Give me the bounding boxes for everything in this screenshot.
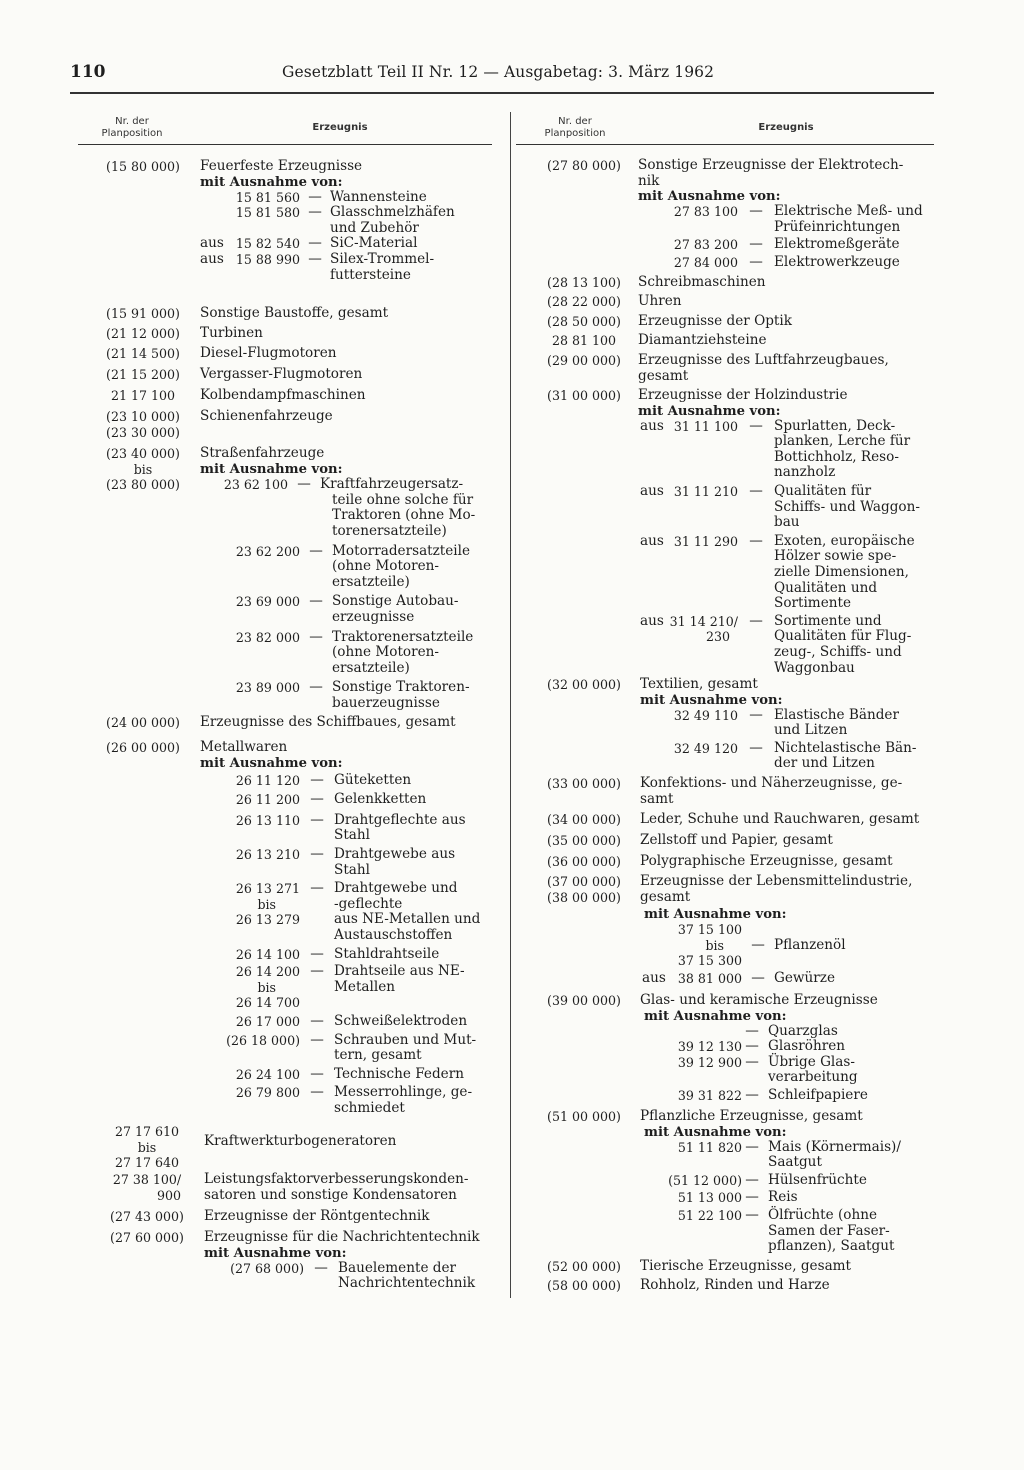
- sub-desc: Technische Federn: [334, 1065, 464, 1082]
- sub-desc-cont: Saatgut: [768, 1154, 822, 1171]
- sub-desc-cont: teile ohne solche für: [332, 491, 474, 508]
- sub-desc: Schrauben und Mut-: [334, 1031, 477, 1048]
- sub-desc-cont: Metallen: [334, 978, 396, 995]
- entry-21-17-100: [98, 388, 498, 404]
- entry-code: (29 00 000): [547, 353, 621, 368]
- entry-desc-cont: nik: [638, 172, 660, 189]
- entry-code: (21 15 200): [106, 367, 180, 382]
- sub-code: 15 81 580: [235, 205, 300, 221]
- entry-code: 21 17 100: [110, 388, 176, 403]
- entry-23-10-000: [98, 409, 498, 440]
- exception-label: mit Ausnahme von:: [640, 692, 783, 708]
- entry-27-38-100: [98, 1172, 498, 1203]
- sub-desc: Elektrowerkzeuge: [774, 253, 900, 270]
- entry-21-14-500: [98, 346, 498, 362]
- entry-37-00-000: (37 00 000) Erzeugnisse der Lebensmittelindustrie, (38 00 000) gesamt mit Ausnahme von: 37 15 100 bis — Pflanzenöl 37 15 300 aus 38 81 000 — Gewürze: [540, 874, 940, 987]
- sub-desc: Elektromeßgeräte: [774, 236, 900, 253]
- entry-39-00-000: (39 00 000) Glas- und keramische Erzeugnisse mit Ausnahme von: — Quarzglas 39 12 130 — Glasröhren 39 12 900 — Übrige Glas- verarbeitung 39 31 822 — Schleifpapiere: [540, 993, 940, 1104]
- aus-label: aus: [640, 417, 664, 434]
- entry-code: 900: [156, 1187, 182, 1203]
- sub-desc: Drahtseile aus NE-: [334, 963, 465, 980]
- left-col-header-product: Erzeugnis: [312, 122, 368, 133]
- sub-desc-cont: (ohne Motoren-: [332, 558, 440, 575]
- page-title: Gesetzblatt Teil II Nr. 12 — Ausgabetag: 3. März 1962: [282, 63, 715, 81]
- sub-code: 31 14 210/: [669, 613, 738, 629]
- sub-code: 26 13 210: [235, 846, 300, 862]
- entry-code: (34 00 000): [547, 812, 621, 827]
- entry-21-12-000: [98, 326, 498, 342]
- sub-code: (27 68 000): [230, 1260, 304, 1276]
- entry-desc: Metallwaren: [200, 739, 288, 755]
- sub-code: 27 83 200: [673, 237, 738, 253]
- entry-code: (27 43 000): [110, 1209, 184, 1224]
- sub-code: 23 62 100: [223, 477, 288, 493]
- exception-label: mit Ausnahme von:: [644, 907, 787, 923]
- entry-code: (23 30 000): [106, 424, 180, 440]
- sub-code: 26 11 120: [235, 772, 300, 788]
- sub-code: 27 83 100: [673, 204, 738, 220]
- right-col-header-position: [518, 116, 632, 140]
- sub-desc: Schleifpapiere: [768, 1086, 868, 1103]
- sub-desc: Gewürze: [774, 969, 835, 986]
- entry-code: (38 00 000): [547, 889, 621, 905]
- entry-code: (24 00 000): [106, 715, 180, 730]
- aus-label: aus: [640, 612, 664, 629]
- entry-28-13-100: [540, 275, 940, 291]
- exception-label: mit Ausnahme von:: [204, 1245, 347, 1261]
- entry-code: (58 00 000): [547, 1278, 621, 1293]
- sub-code: 23 89 000: [235, 680, 300, 696]
- entry-desc: Straßenfahrzeuge: [200, 445, 325, 461]
- exception-label: mit Ausnahme von:: [200, 174, 343, 190]
- sub-code: 31 11 290: [673, 533, 738, 549]
- entry-desc: Erzeugnisse der Optik: [638, 313, 792, 329]
- aus-label: aus: [640, 482, 664, 499]
- sub-desc-cont: zeug-, Schiffs- und: [774, 643, 902, 660]
- exception-label: mit Ausnahme von:: [200, 755, 343, 771]
- entry-desc: Erzeugnisse der Lebensmittelindustrie,: [640, 873, 913, 889]
- sub-desc: Drahtgeflechte aus: [334, 811, 466, 828]
- entry-code: 27 17 640: [114, 1155, 180, 1171]
- entry-desc: Erzeugnisse des Luftfahrzeugbaues,: [638, 352, 889, 368]
- sub-desc-cont: Traktoren (ohne Mo-: [332, 507, 476, 524]
- sub-desc-cont: verarbeitung: [768, 1069, 858, 1086]
- sub-code: 15 81 560: [235, 189, 300, 205]
- sub-code: 39 12 130: [677, 1039, 742, 1055]
- entry-code: (15 91 000): [106, 306, 180, 321]
- entry-code: (32 00 000): [547, 677, 621, 692]
- entry-desc: Tierische Erzeugnisse, gesamt: [640, 1258, 852, 1274]
- entry-21-15-200: [98, 367, 498, 383]
- sub-desc-cont: Bottichholz, Reso-: [774, 448, 899, 465]
- entry-36-00-000: [540, 854, 940, 870]
- entry-15-91-000: [98, 306, 498, 322]
- entry-code: (23 10 000): [106, 409, 180, 424]
- sub-code: 51 22 100: [677, 1207, 742, 1223]
- sub-code: 26 14 700: [235, 995, 300, 1011]
- aus-label: aus: [200, 235, 224, 252]
- sub-code: 37 15 100: [677, 922, 742, 938]
- sub-desc: Bauelemente der: [338, 1259, 457, 1276]
- aus-label: aus: [642, 969, 666, 986]
- entry-code: 27 38 100/: [112, 1172, 182, 1187]
- aus-label: aus: [640, 532, 664, 549]
- entry-code: (26 00 000): [106, 740, 180, 755]
- sub-code: 15 82 540: [235, 236, 300, 252]
- entry-code: (28 13 100): [547, 275, 621, 290]
- exception-label: mit Ausnahme von:: [200, 461, 343, 477]
- sub-desc-cont: schmiedet: [334, 1099, 405, 1116]
- sub-desc: Gelenkketten: [334, 791, 427, 808]
- entry-32-00-000: (32 00 000) Textilien, gesamt mit Ausnahme von: 32 49 110 — Elastische Bänder und Litzen 32 49 120 — Nichtelastische Bän- der und Litzen: [540, 677, 940, 772]
- entry-27-60-000: (27 60 000) Erzeugnisse für die Nachrichtentechnik mit Ausnahme von: (27 68 000) — Bauelemente der Nachrichtentechnik: [98, 1230, 498, 1292]
- entry-desc-cont: gesamt: [640, 888, 691, 905]
- sub-desc: Exoten, europäische: [774, 532, 915, 549]
- sub-code: (26 18 000): [226, 1032, 300, 1048]
- sub-desc: SiC-Material: [330, 235, 418, 252]
- entry-27-43-000: [98, 1209, 498, 1225]
- sub-code: 23 69 000: [235, 594, 300, 610]
- range-bis: bis: [137, 1139, 157, 1155]
- sub-desc-cont: der und Litzen: [774, 755, 875, 772]
- sub-desc-cont: (ohne Motoren-: [332, 644, 440, 661]
- entry-code: (35 00 000): [547, 833, 621, 848]
- sub-desc-cont: futtersteine: [330, 266, 411, 283]
- sub-desc: Spurlatten, Deck-: [774, 417, 896, 434]
- entry-code: (36 00 000): [547, 854, 621, 869]
- entry-27-17-610: [98, 1124, 498, 1171]
- sub-desc: Glasschmelzhäfen: [330, 204, 455, 221]
- col-label-nr: Nr. der: [115, 116, 149, 127]
- aus-label: aus: [200, 250, 224, 267]
- sub-desc-cont: Samen der Faser-: [768, 1222, 890, 1239]
- sub-code: 15 88 990: [235, 251, 300, 267]
- range-bis: bis: [133, 461, 153, 477]
- sub-desc: Nichtelastische Bän-: [774, 739, 917, 756]
- aus-label: [200, 190, 230, 206]
- sub-desc: Ölfrüchte (ohne: [768, 1206, 878, 1223]
- sub-desc: Sonstige Autobau-: [332, 593, 459, 610]
- sub-desc-cont: tern, gesamt: [334, 1047, 422, 1064]
- sub-desc-cont: Waggonbau: [774, 659, 855, 676]
- entry-28-22-000: [540, 294, 940, 310]
- sub-code: 26 13 271: [235, 881, 300, 897]
- sub-desc-cont: torenersatzteile): [332, 522, 447, 539]
- sub-code: 27 84 000: [673, 254, 738, 270]
- sub-desc: Pflanzenöl: [774, 936, 846, 953]
- entry-desc-cont: gesamt: [638, 367, 689, 384]
- entry-code: (23 40 000): [106, 446, 180, 461]
- range-bis: bis: [257, 979, 276, 995]
- exception-label: mit Ausnahme von:: [644, 1124, 787, 1140]
- sub-desc: Drahtgewebe und: [334, 880, 458, 897]
- sub-code: 39 31 822: [677, 1087, 742, 1103]
- sub-desc: Güteketten: [334, 771, 412, 788]
- sub-desc: Elastische Bänder: [774, 706, 899, 723]
- sub-desc-cont: Prüfeinrichtungen: [774, 218, 901, 235]
- entry-code: (52 00 000): [547, 1259, 621, 1274]
- sub-desc: Wannensteine: [330, 188, 427, 205]
- entry-15-80-000: (15 80 000) Feuerfeste Erzeugnisse mit Ausnahme von: 15 81 560 — Wannensteine 15 81 580 — Glasschmelzhäfen und Zubehör aus 15 82 540 — SiC-Material aus 15 88 990 — Silex-Trommel- futtersteine: [98, 159, 498, 283]
- right-col-header-rule: [516, 144, 934, 145]
- sub-code: 26 14 100: [235, 946, 300, 962]
- entry-desc: Rohholz, Rinden und Harze: [640, 1277, 830, 1293]
- aus-label: [642, 922, 672, 938]
- sub-desc-cont: ersatzteile): [332, 573, 410, 590]
- sub-code: 230: [705, 629, 730, 645]
- entry-34-00-000: [540, 812, 940, 828]
- entry-desc: Sonstige Baustoffe, gesamt: [200, 305, 389, 321]
- sub-code: 26 11 200: [235, 792, 300, 808]
- page-number: 110: [70, 62, 106, 82]
- sub-desc-cont: Stahl: [334, 861, 370, 878]
- sub-code: 23 82 000: [235, 629, 300, 645]
- sub-code: 26 79 800: [235, 1085, 300, 1101]
- aus-label: [200, 205, 230, 221]
- col-label-planposition: Planposition: [101, 128, 163, 139]
- entry-code: (21 12 000): [106, 326, 180, 341]
- entry-desc: Erzeugnisse für die Nachrichtentechnik: [204, 1229, 480, 1245]
- entry-33-00-000: [540, 776, 940, 807]
- sub-desc: Sortimente und: [774, 612, 882, 629]
- entry-code: (33 00 000): [547, 776, 621, 791]
- col-label-planposition: Planposition: [544, 128, 606, 139]
- sub-desc-cont: zielle Dimensionen,: [774, 563, 909, 580]
- sub-desc: Reis: [768, 1189, 798, 1206]
- sub-desc: Kraftfahrzeugersatz-: [320, 476, 464, 493]
- entry-desc: Pflanzliche Erzeugnisse, gesamt: [640, 1108, 863, 1124]
- entry-desc: Leistungsfaktorverbesserungskonden-: [204, 1171, 469, 1187]
- entry-desc: Erzeugnisse der Holzindustrie: [638, 387, 848, 403]
- sub-code: (51 12 000): [668, 1172, 742, 1188]
- entry-35-00-000: [540, 833, 940, 849]
- exception-label: mit Ausnahme von:: [638, 189, 781, 205]
- entry-code: (15 80 000): [106, 159, 180, 174]
- sub-desc: Messerrohlinge, ge-: [334, 1084, 473, 1101]
- entry-desc: Polygraphische Erzeugnisse, gesamt: [640, 853, 893, 869]
- entry-26-00-000: (26 00 000) Metallwaren mit Ausnahme von: 26 11 120 — Güteketten 26 11 200 — Gelenkketten 26 13 110 — Drahtgeflechte aus Stahl 26 13 210 — Drahtgewebe aus Stahl 26 13 271 — Drahtgewebe und bis -geflechte 26 13 279 aus NE-Metallen und Austauschstoffen 26 14 100 — Stahldrahtseile 26 14 200 — Drahtseile aus NE- bis Metallen 26 14 700 26 17 000 — Schweißelektroden (26 18 000) — Schrauben und Mut- tern, gesamt 26 24 100 — Technische Federn 26 79 800 — Messerrohlinge, ge- schmiedet: [98, 740, 498, 1116]
- sub-desc-cont: Schiffs- und Waggon-: [774, 498, 920, 515]
- sub-desc-cont: und Litzen: [774, 722, 848, 739]
- sub-desc: Elektrische Meß- und: [774, 203, 923, 220]
- entry-desc: Vergasser-Flugmotoren: [200, 366, 363, 382]
- sub-code: 51 11 820: [677, 1139, 742, 1155]
- entry-29-00-000: [540, 353, 940, 384]
- sub-code: [642, 1024, 742, 1040]
- sub-desc-cont: bau: [774, 514, 800, 531]
- sub-code: 32 49 120: [673, 740, 738, 756]
- sub-code: 39 12 900: [677, 1054, 742, 1070]
- sub-code: 26 17 000: [235, 1013, 300, 1029]
- sub-desc-cont: Qualitäten und: [774, 579, 878, 596]
- range-bis: bis: [257, 896, 276, 912]
- sub-desc: Sonstige Traktoren-: [332, 679, 470, 696]
- sub-desc-cont: bauerzeugnisse: [332, 694, 440, 711]
- sub-desc-cont: Nachrichtentechnik: [338, 1275, 476, 1292]
- entry-desc: Konfektions- und Näherzeugnisse, ge-: [640, 775, 903, 791]
- entry-desc: Leder, Schuhe und Rauchwaren, gesamt: [640, 811, 920, 827]
- left-col-header-rule: [78, 144, 492, 145]
- exception-label: mit Ausnahme von:: [638, 403, 781, 419]
- sub-desc-cont: pflanzen), Saatgut: [768, 1238, 895, 1255]
- col-label-nr: Nr. der: [558, 116, 592, 127]
- sub-code: 38 81 000: [677, 970, 742, 986]
- sub-desc-cont: nanzholz: [774, 464, 836, 481]
- sub-code: 31 11 210: [673, 483, 738, 499]
- sub-code: 37 15 300: [677, 953, 742, 969]
- entry-code: (28 50 000): [547, 314, 621, 329]
- entry-52-00-000: [540, 1259, 940, 1275]
- entry-code: (39 00 000): [547, 993, 621, 1008]
- sub-desc: Mais (Körnermais)/: [768, 1138, 901, 1155]
- entry-23-40-000: (23 40 000) Straßenfahrzeuge bis mit Ausnahme von: (23 80 000) 23 62 100 — Kraftfahrzeugersatz- teile ohne solche für Traktoren (ohne Mo- torenersatzteile) 23 62 200 — Motorradersatzteile (ohne Motoren- ersatzteile) 23 69 000 — Sonstige Autobau- erzeugnisse 23 82 000 — Traktorenersatzteile (ohne Motoren- ersatzteile) 23 89 000 — Sonstige Traktoren- bauerzeugnisse: [98, 446, 498, 712]
- entry-desc: Schreibmaschinen: [638, 274, 766, 290]
- sub-desc: Schweißelektroden: [334, 1012, 468, 1029]
- page-header: [70, 62, 934, 88]
- entry-desc: Schienenfahrzeuge: [200, 408, 333, 424]
- entry-28-50-000: [540, 314, 940, 330]
- entry-desc: Zellstoff und Papier, gesamt: [640, 832, 833, 848]
- entry-51-00-000: (51 00 000) Pflanzliche Erzeugnisse, gesamt mit Ausnahme von: 51 11 820 — Mais (Körnermais)/ Saatgut (51 12 000) — Hülsenfrüchte 51 13 000 — Reis 51 22 100 — Ölfrüchte (ohne Samen der Faser- pflanzen), Saatgut: [540, 1109, 940, 1255]
- sub-code: 26 24 100: [235, 1066, 300, 1082]
- sub-code: 26 13 110: [235, 812, 300, 828]
- entry-code: (27 80 000): [547, 158, 621, 173]
- entry-28-81-100: [540, 333, 940, 349]
- entry-code: (31 00 000): [547, 388, 621, 403]
- sub-code: 23 62 200: [235, 543, 300, 559]
- sub-desc-cont: ersatzteile): [332, 659, 410, 676]
- entry-desc: Uhren: [638, 293, 682, 309]
- sub-desc: Qualitäten für: [774, 482, 872, 499]
- entry-desc: Kolbendampfmaschinen: [200, 387, 366, 403]
- sub-desc-cont: Austauschstoffen: [334, 926, 453, 943]
- sub-code: 51 13 000: [677, 1190, 742, 1206]
- entry-code: (27 60 000): [110, 1230, 184, 1245]
- column-divider: [510, 112, 511, 1298]
- sub-desc: Glasröhren: [768, 1038, 846, 1055]
- sub-desc-cont: erzeugnisse: [332, 608, 415, 625]
- sub-desc-cont: -geflechte: [334, 895, 403, 912]
- entry-desc: Erzeugnisse der Röntgentechnik: [204, 1208, 430, 1224]
- sub-desc: Traktorenersatzteile: [332, 628, 474, 645]
- sub-desc: Drahtgewebe aus: [334, 845, 456, 862]
- entry-58-00-000: [540, 1278, 940, 1294]
- sub-desc-cont: Sortimente: [774, 595, 852, 612]
- entry-code: (23 80 000): [106, 477, 180, 493]
- entry-code: (37 00 000): [547, 874, 621, 889]
- entry-code: (21 14 500): [106, 346, 180, 361]
- entry-desc-cont: samt: [640, 790, 674, 807]
- entry-31-00-000: (31 00 000) Erzeugnisse der Holzindustrie mit Ausnahme von: aus 31 11 100 — Spurlatten, Deck- planken, Lerche für Bottichholz, Reso- nanzholz aus 31 11 210 — Qualitäten für Schiffs- und Waggon- bau aus 31 11 290 — Exoten, europäische Hölzer sowie spe- zielle Dimensionen, Qualitäten und Sortimente aus 31 14 210/ — Sortimente und 230 Qualitäten für Flug- zeug-, Schiffs- und Waggonbau: [540, 388, 940, 676]
- sub-code: 32 49 110: [673, 707, 738, 723]
- entry-code: (28 22 000): [547, 294, 621, 309]
- entry-code: 28 81 100: [551, 333, 617, 348]
- sub-code: 26 13 279: [235, 912, 300, 928]
- sub-desc: Quarzglas: [768, 1022, 838, 1039]
- sub-desc-cont: Stahl: [334, 827, 370, 844]
- sub-desc-cont: planken, Lerche für: [774, 433, 911, 450]
- left-col-header-position: [80, 116, 184, 140]
- entry-desc: Textilien, gesamt: [640, 676, 758, 692]
- entry-desc: Sonstige Erzeugnisse der Elektrotech-: [638, 157, 904, 173]
- entry-desc: Feuerfeste Erzeugnisse: [200, 158, 363, 174]
- sub-desc-cont: Hölzer sowie spe-: [774, 548, 897, 565]
- entry-desc: Erzeugnisse des Schiffbaues, gesamt: [200, 714, 456, 730]
- sub-code: 26 14 200: [235, 964, 300, 980]
- sub-code: 31 11 100: [673, 418, 738, 434]
- header-rule: [70, 92, 934, 94]
- entry-desc: Diesel-Flugmotoren: [200, 345, 337, 361]
- sub-desc-cont: Qualitäten für Flug-: [774, 628, 912, 645]
- sub-desc: Übrige Glas-: [768, 1053, 855, 1070]
- sub-desc: Stahldrahtseile: [334, 945, 440, 962]
- entry-desc: Turbinen: [200, 325, 263, 341]
- sub-desc: Silex-Trommel-: [330, 250, 435, 267]
- entry-24-00-000: [98, 715, 498, 731]
- entry-code: 27 17 610: [114, 1124, 180, 1139]
- entry-desc: Kraftwerkturbogeneratoren: [204, 1132, 397, 1149]
- sub-desc-cont: aus NE-Metallen und: [334, 911, 481, 928]
- right-col-header-product: Erzeugnis: [758, 122, 814, 133]
- entry-desc-cont: satoren und sonstige Kondensatoren: [204, 1186, 457, 1203]
- entry-27-80-000: (27 80 000) Sonstige Erzeugnisse der Elektrotech- nik mit Ausnahme von: 27 83 100 — Elektrische Meß- und Prüfeinrichtungen 27 83 200 — Elektromeßgeräte 27 84 000 — Elektrowerkzeuge: [540, 158, 940, 271]
- entry-desc: Glas- und keramische Erzeugnisse: [640, 992, 878, 1008]
- entry-desc: Diamantziehsteine: [638, 332, 767, 348]
- exception-label: mit Ausnahme von:: [644, 1008, 787, 1024]
- range-bis: bis: [705, 937, 724, 953]
- sub-desc-cont: und Zubehör: [330, 219, 419, 236]
- sub-desc: Hülsenfrüchte: [768, 1171, 867, 1188]
- entry-code: (51 00 000): [547, 1109, 621, 1124]
- sub-desc: Motorradersatzteile: [332, 542, 471, 559]
